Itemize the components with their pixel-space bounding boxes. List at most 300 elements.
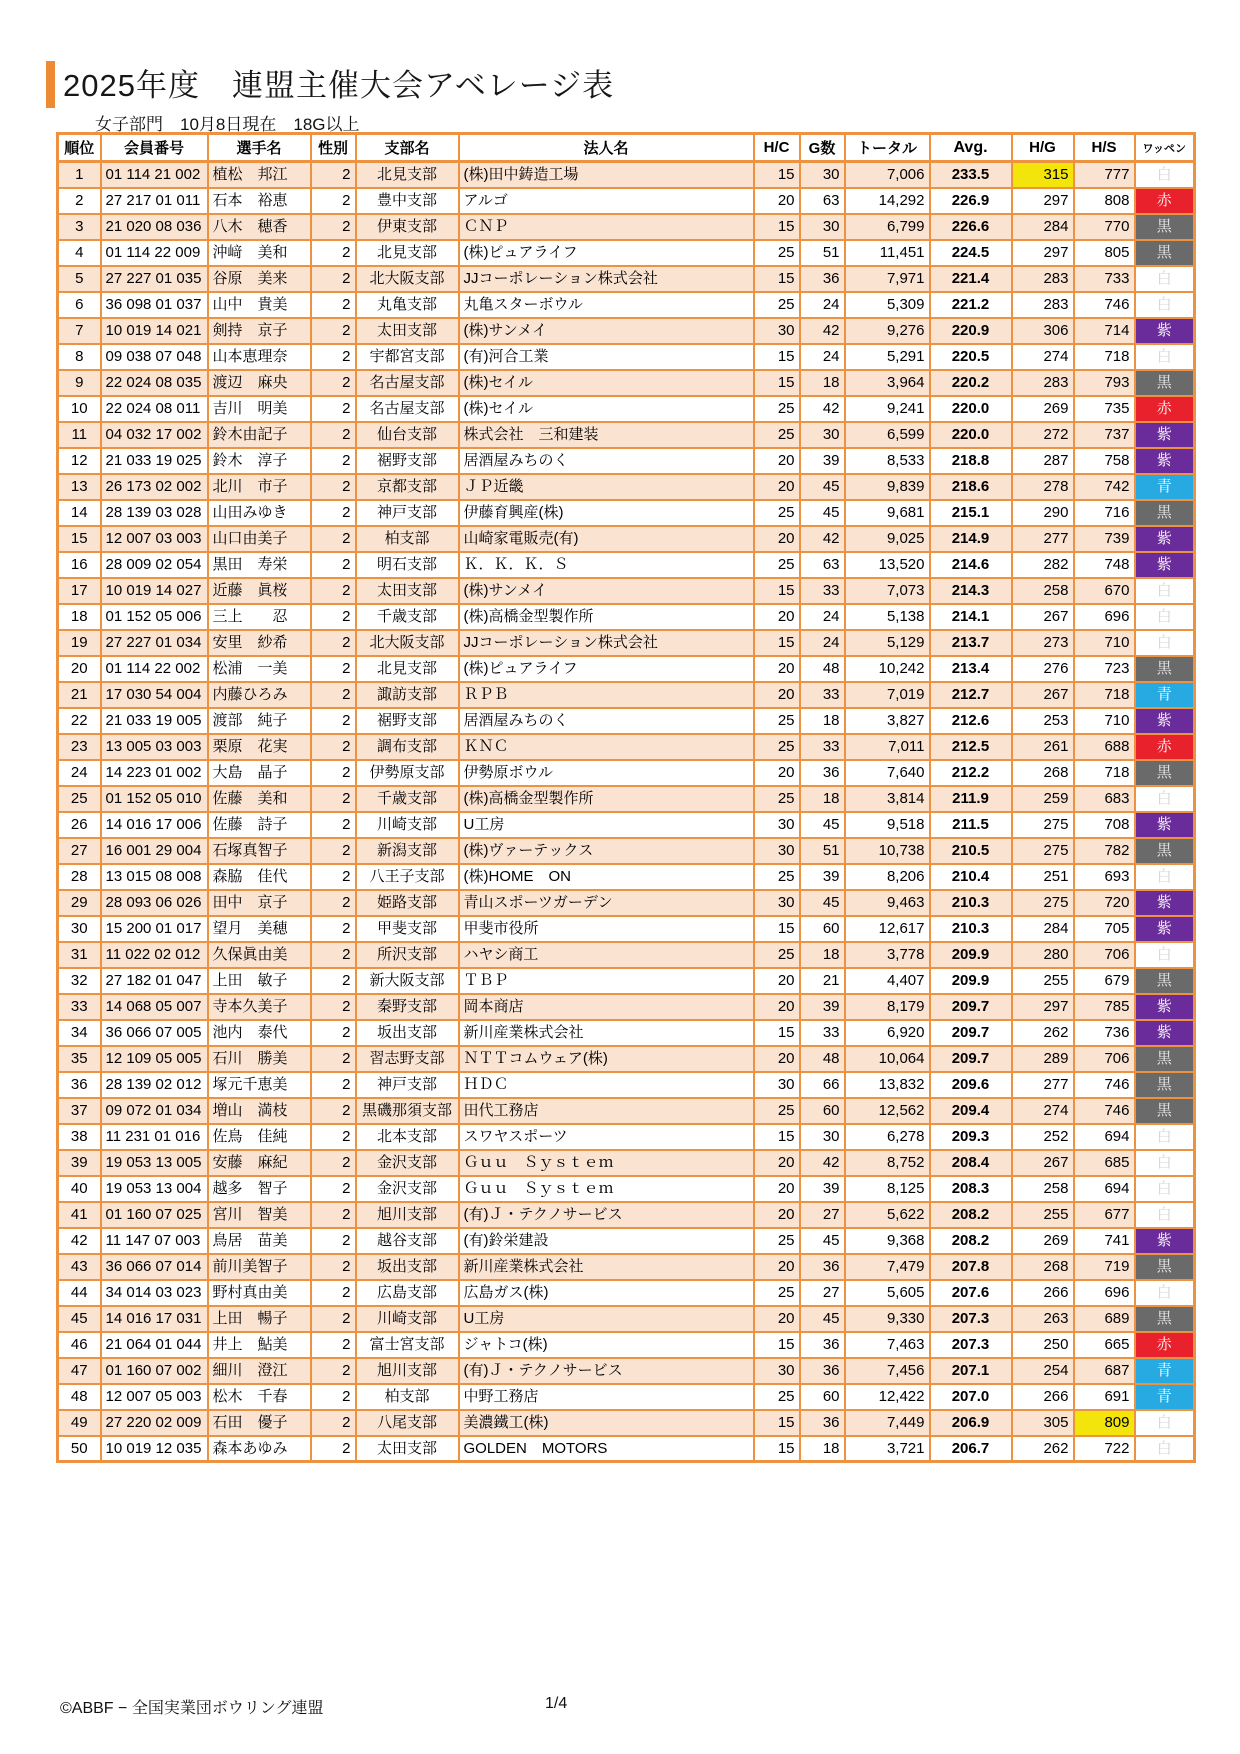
- cell-hg: 278: [1012, 474, 1074, 500]
- cell-hg: 274: [1012, 1098, 1074, 1124]
- cell-member: 22 024 08 035: [101, 370, 208, 396]
- cell-total: 3,778: [845, 942, 930, 968]
- cell-g: 21: [800, 968, 845, 994]
- cell-hc: 25: [754, 396, 800, 422]
- cell-hc: 20: [754, 968, 800, 994]
- cell-hs: 809: [1074, 1410, 1135, 1436]
- cell-avg: 207.3: [930, 1332, 1012, 1358]
- cell-sex: 2: [311, 500, 356, 526]
- cell-hs: 735: [1074, 396, 1135, 422]
- cell-avg: 209.6: [930, 1072, 1012, 1098]
- cell-g: 33: [800, 734, 845, 760]
- cell-hc: 25: [754, 708, 800, 734]
- cell-hc: 25: [754, 552, 800, 578]
- cell-company: (株)サンメイ: [459, 318, 754, 344]
- cell-company: (株)セイル: [459, 396, 754, 422]
- cell-branch: 北大阪支部: [356, 630, 459, 656]
- cell-hs: 785: [1074, 994, 1135, 1020]
- cell-name: 三上 忍: [208, 604, 311, 630]
- cell-g: 18: [800, 786, 845, 812]
- cell-member: 16 001 29 004: [101, 838, 208, 864]
- cell-rank: 42: [58, 1228, 101, 1254]
- cell-hg: 263: [1012, 1306, 1074, 1332]
- cell-member: 21 033 19 025: [101, 448, 208, 474]
- cell-member: 01 114 21 002: [101, 162, 208, 188]
- cell-hc: 15: [754, 266, 800, 292]
- cell-company: Ｇｕｕ Ｓｙｓｔｅｍ: [459, 1176, 754, 1202]
- cell-rank: 6: [58, 292, 101, 318]
- cell-rank: 29: [58, 890, 101, 916]
- cell-rank: 17: [58, 578, 101, 604]
- cell-hs: 770: [1074, 214, 1135, 240]
- average-table-wrap: [56, 132, 1196, 1463]
- cell-g: 30: [800, 162, 845, 188]
- cell-total: 12,617: [845, 916, 930, 942]
- cell-branch: 神戸支部: [356, 500, 459, 526]
- table-row: [58, 916, 1195, 942]
- cell-sex: 2: [311, 266, 356, 292]
- cell-sex: 2: [311, 552, 356, 578]
- cell-g: 45: [800, 500, 845, 526]
- cell-total: 8,125: [845, 1176, 930, 1202]
- cell-branch: 所沢支部: [356, 942, 459, 968]
- cell-badge: 白: [1135, 864, 1195, 890]
- footer-copyright: ©ABBF − 全国実業団ボウリング連盟: [60, 1700, 324, 1717]
- cell-hs: 737: [1074, 422, 1135, 448]
- cell-badge: 赤: [1135, 396, 1195, 422]
- table-row: [58, 474, 1195, 500]
- cell-rank: 31: [58, 942, 101, 968]
- column-header-badge: ワッペン: [1135, 134, 1195, 162]
- cell-sex: 2: [311, 968, 356, 994]
- cell-avg: 212.7: [930, 682, 1012, 708]
- cell-hc: 20: [754, 994, 800, 1020]
- cell-total: 7,073: [845, 578, 930, 604]
- cell-branch: 坂出支部: [356, 1020, 459, 1046]
- cell-total: 9,463: [845, 890, 930, 916]
- cell-g: 51: [800, 838, 845, 864]
- cell-badge: 紫: [1135, 526, 1195, 552]
- cell-hg: 282: [1012, 552, 1074, 578]
- cell-branch: 川崎支部: [356, 1306, 459, 1332]
- cell-avg: 214.3: [930, 578, 1012, 604]
- cell-hs: 723: [1074, 656, 1135, 682]
- table-row: [58, 656, 1195, 682]
- cell-g: 45: [800, 474, 845, 500]
- cell-hs: 708: [1074, 812, 1135, 838]
- cell-branch: 坂出支部: [356, 1254, 459, 1280]
- cell-hs: 688: [1074, 734, 1135, 760]
- cell-sex: 2: [311, 1332, 356, 1358]
- table-row: [58, 1098, 1195, 1124]
- cell-company: 山崎家電販売(有): [459, 526, 754, 552]
- cell-g: 60: [800, 1384, 845, 1410]
- cell-company: 新川産業株式会社: [459, 1020, 754, 1046]
- cell-member: 27 227 01 035: [101, 266, 208, 292]
- cell-badge: 白: [1135, 1436, 1195, 1462]
- cell-member: 13 005 03 003: [101, 734, 208, 760]
- table-row: [58, 1306, 1195, 1332]
- table-row: [58, 1410, 1195, 1436]
- cell-branch: 諏訪支部: [356, 682, 459, 708]
- cell-hg: 276: [1012, 656, 1074, 682]
- table-row: [58, 162, 1195, 188]
- cell-name: 吉川 明美: [208, 396, 311, 422]
- table-row: [58, 1150, 1195, 1176]
- cell-branch: 柏支部: [356, 1384, 459, 1410]
- cell-avg: 209.7: [930, 1020, 1012, 1046]
- cell-hg: 277: [1012, 526, 1074, 552]
- table-row: [58, 448, 1195, 474]
- cell-hg: 305: [1012, 1410, 1074, 1436]
- table-body: [58, 162, 1195, 1462]
- cell-total: 3,814: [845, 786, 930, 812]
- cell-company: 居酒屋みちのく: [459, 448, 754, 474]
- cell-rank: 27: [58, 838, 101, 864]
- cell-hc: 25: [754, 734, 800, 760]
- cell-name: 鈴木由記子: [208, 422, 311, 448]
- cell-hc: 15: [754, 162, 800, 188]
- cell-hs: 748: [1074, 552, 1135, 578]
- cell-avg: 226.6: [930, 214, 1012, 240]
- cell-hs: 694: [1074, 1176, 1135, 1202]
- cell-hs: 696: [1074, 1280, 1135, 1306]
- cell-hg: 261: [1012, 734, 1074, 760]
- cell-avg: 209.9: [930, 968, 1012, 994]
- cell-name: 北川 市子: [208, 474, 311, 500]
- cell-name: 寺本久美子: [208, 994, 311, 1020]
- cell-name: 鈴木 淳子: [208, 448, 311, 474]
- cell-total: 10,064: [845, 1046, 930, 1072]
- cell-hc: 25: [754, 786, 800, 812]
- cell-hs: 746: [1074, 292, 1135, 318]
- cell-total: 7,449: [845, 1410, 930, 1436]
- cell-member: 10 019 12 035: [101, 1436, 208, 1462]
- cell-member: 21 033 19 005: [101, 708, 208, 734]
- cell-member: 36 066 07 005: [101, 1020, 208, 1046]
- cell-rank: 35: [58, 1046, 101, 1072]
- table-row: [58, 370, 1195, 396]
- cell-total: 6,599: [845, 422, 930, 448]
- cell-rank: 2: [58, 188, 101, 214]
- cell-hs: 677: [1074, 1202, 1135, 1228]
- cell-badge: 黒: [1135, 838, 1195, 864]
- cell-g: 36: [800, 1410, 845, 1436]
- cell-rank: 38: [58, 1124, 101, 1150]
- cell-hg: 250: [1012, 1332, 1074, 1358]
- table-row: [58, 1046, 1195, 1072]
- cell-avg: 210.4: [930, 864, 1012, 890]
- cell-avg: 226.9: [930, 188, 1012, 214]
- cell-sex: 2: [311, 890, 356, 916]
- cell-branch: 北見支部: [356, 656, 459, 682]
- cell-hc: 25: [754, 1228, 800, 1254]
- cell-sex: 2: [311, 1410, 356, 1436]
- cell-sex: 2: [311, 1046, 356, 1072]
- table-row: [58, 1202, 1195, 1228]
- cell-badge: 白: [1135, 292, 1195, 318]
- cell-branch: 金沢支部: [356, 1150, 459, 1176]
- cell-branch: 太田支部: [356, 1436, 459, 1462]
- cell-company: (株)ヴァーテックス: [459, 838, 754, 864]
- cell-sex: 2: [311, 526, 356, 552]
- cell-hg: 284: [1012, 916, 1074, 942]
- cell-hg: 274: [1012, 344, 1074, 370]
- cell-total: 4,407: [845, 968, 930, 994]
- cell-avg: 212.5: [930, 734, 1012, 760]
- cell-hg: 255: [1012, 968, 1074, 994]
- cell-rank: 47: [58, 1358, 101, 1384]
- cell-name: 黒田 寿栄: [208, 552, 311, 578]
- cell-hc: 30: [754, 1072, 800, 1098]
- cell-total: 8,533: [845, 448, 930, 474]
- cell-name: 森本あゆみ: [208, 1436, 311, 1462]
- cell-branch: 北本支部: [356, 1124, 459, 1150]
- cell-sex: 2: [311, 942, 356, 968]
- cell-name: 石塚真智子: [208, 838, 311, 864]
- cell-avg: 210.3: [930, 890, 1012, 916]
- cell-sex: 2: [311, 656, 356, 682]
- cell-badge: 白: [1135, 344, 1195, 370]
- cell-badge: 黒: [1135, 656, 1195, 682]
- cell-total: 6,278: [845, 1124, 930, 1150]
- cell-hs: 719: [1074, 1254, 1135, 1280]
- cell-member: 21 020 08 036: [101, 214, 208, 240]
- cell-hc: 20: [754, 604, 800, 630]
- cell-avg: 220.0: [930, 422, 1012, 448]
- cell-rank: 19: [58, 630, 101, 656]
- cell-rank: 49: [58, 1410, 101, 1436]
- cell-badge: 紫: [1135, 318, 1195, 344]
- table-row: [58, 422, 1195, 448]
- cell-hc: 20: [754, 760, 800, 786]
- cell-member: 11 022 02 012: [101, 942, 208, 968]
- cell-badge: 黒: [1135, 1072, 1195, 1098]
- cell-hs: 693: [1074, 864, 1135, 890]
- cell-company: (株)セイル: [459, 370, 754, 396]
- cell-name: 内藤ひろみ: [208, 682, 311, 708]
- cell-total: 13,520: [845, 552, 930, 578]
- cell-hc: 20: [754, 656, 800, 682]
- cell-name: 谷原 美来: [208, 266, 311, 292]
- cell-branch: 八王子支部: [356, 864, 459, 890]
- cell-g: 45: [800, 1306, 845, 1332]
- cell-branch: 伊東支部: [356, 214, 459, 240]
- cell-company: ＪＰ近畿: [459, 474, 754, 500]
- average-table: [56, 132, 1196, 1463]
- cell-avg: 206.9: [930, 1410, 1012, 1436]
- cell-sex: 2: [311, 1358, 356, 1384]
- cell-branch: 太田支部: [356, 578, 459, 604]
- cell-name: 田中 京子: [208, 890, 311, 916]
- table-row: [58, 1358, 1195, 1384]
- cell-hs: 808: [1074, 188, 1135, 214]
- cell-total: 7,971: [845, 266, 930, 292]
- cell-company: (株)HOME ON: [459, 864, 754, 890]
- cell-sex: 2: [311, 162, 356, 188]
- cell-hg: 267: [1012, 604, 1074, 630]
- cell-branch: 名古屋支部: [356, 370, 459, 396]
- cell-branch: 丸亀支部: [356, 292, 459, 318]
- page-subtitle: 女子部門 10月8日現在 18G以上: [95, 115, 360, 134]
- cell-sex: 2: [311, 214, 356, 240]
- table-row: [58, 344, 1195, 370]
- cell-branch: 黒磯那須支部: [356, 1098, 459, 1124]
- cell-g: 36: [800, 1254, 845, 1280]
- cell-g: 27: [800, 1280, 845, 1306]
- cell-rank: 10: [58, 396, 101, 422]
- cell-hc: 20: [754, 1046, 800, 1072]
- cell-hc: 25: [754, 292, 800, 318]
- cell-total: 3,964: [845, 370, 930, 396]
- cell-hc: 15: [754, 1436, 800, 1462]
- cell-sex: 2: [311, 786, 356, 812]
- cell-hg: 283: [1012, 292, 1074, 318]
- cell-member: 27 217 01 011: [101, 188, 208, 214]
- cell-member: 28 139 03 028: [101, 500, 208, 526]
- cell-avg: 209.3: [930, 1124, 1012, 1150]
- table-row: [58, 396, 1195, 422]
- cell-hs: 746: [1074, 1072, 1135, 1098]
- cell-company: 甲斐市役所: [459, 916, 754, 942]
- cell-member: 17 030 54 004: [101, 682, 208, 708]
- column-header-g: G数: [800, 134, 845, 162]
- cell-rank: 4: [58, 240, 101, 266]
- cell-badge: 白: [1135, 162, 1195, 188]
- cell-badge: 白: [1135, 604, 1195, 630]
- cell-hc: 20: [754, 448, 800, 474]
- cell-total: 6,920: [845, 1020, 930, 1046]
- cell-hs: 710: [1074, 708, 1135, 734]
- cell-branch: 明石支部: [356, 552, 459, 578]
- cell-rank: 39: [58, 1150, 101, 1176]
- cell-avg: 209.9: [930, 942, 1012, 968]
- cell-hg: 266: [1012, 1384, 1074, 1410]
- cell-total: 8,752: [845, 1150, 930, 1176]
- cell-g: 27: [800, 1202, 845, 1228]
- cell-sex: 2: [311, 1150, 356, 1176]
- cell-total: 5,605: [845, 1280, 930, 1306]
- cell-hc: 25: [754, 240, 800, 266]
- cell-avg: 209.7: [930, 994, 1012, 1020]
- cell-branch: 甲斐支部: [356, 916, 459, 942]
- cell-total: 7,479: [845, 1254, 930, 1280]
- cell-g: 42: [800, 318, 845, 344]
- cell-hg: 277: [1012, 1072, 1074, 1098]
- table-row: [58, 188, 1195, 214]
- cell-badge: 白: [1135, 1176, 1195, 1202]
- cell-sex: 2: [311, 812, 356, 838]
- cell-member: 28 093 06 026: [101, 890, 208, 916]
- cell-badge: 紫: [1135, 1228, 1195, 1254]
- cell-hc: 25: [754, 942, 800, 968]
- cell-rank: 15: [58, 526, 101, 552]
- cell-hc: 25: [754, 1384, 800, 1410]
- table-row: [58, 1072, 1195, 1098]
- cell-member: 11 147 07 003: [101, 1228, 208, 1254]
- cell-name: 野村真由美: [208, 1280, 311, 1306]
- cell-badge: 青: [1135, 1358, 1195, 1384]
- cell-rank: 3: [58, 214, 101, 240]
- cell-member: 01 160 07 025: [101, 1202, 208, 1228]
- table-row: [58, 682, 1195, 708]
- cell-company: U工房: [459, 1306, 754, 1332]
- cell-name: 山田みゆき: [208, 500, 311, 526]
- cell-hc: 15: [754, 916, 800, 942]
- cell-member: 11 231 01 016: [101, 1124, 208, 1150]
- cell-name: 前川美智子: [208, 1254, 311, 1280]
- cell-hg: 289: [1012, 1046, 1074, 1072]
- cell-hc: 25: [754, 422, 800, 448]
- cell-rank: 40: [58, 1176, 101, 1202]
- cell-sex: 2: [311, 578, 356, 604]
- cell-badge: 紫: [1135, 1020, 1195, 1046]
- cell-hc: 20: [754, 1306, 800, 1332]
- cell-badge: 紫: [1135, 812, 1195, 838]
- cell-sex: 2: [311, 1124, 356, 1150]
- cell-avg: 233.5: [930, 162, 1012, 188]
- cell-company: 青山スポーツガーデン: [459, 890, 754, 916]
- cell-avg: 206.7: [930, 1436, 1012, 1462]
- cell-total: 13,832: [845, 1072, 930, 1098]
- cell-rank: 46: [58, 1332, 101, 1358]
- cell-branch: 調布支部: [356, 734, 459, 760]
- cell-branch: 宇都宮支部: [356, 344, 459, 370]
- cell-hg: 267: [1012, 682, 1074, 708]
- cell-name: 宮川 智美: [208, 1202, 311, 1228]
- cell-badge: 黒: [1135, 500, 1195, 526]
- cell-hc: 15: [754, 578, 800, 604]
- cell-hc: 20: [754, 1150, 800, 1176]
- cell-branch: 金沢支部: [356, 1176, 459, 1202]
- cell-hg: 252: [1012, 1124, 1074, 1150]
- cell-member: 15 200 01 017: [101, 916, 208, 942]
- cell-sex: 2: [311, 1436, 356, 1462]
- cell-avg: 215.1: [930, 500, 1012, 526]
- cell-sex: 2: [311, 422, 356, 448]
- cell-branch: 千歳支部: [356, 604, 459, 630]
- cell-hc: 15: [754, 370, 800, 396]
- cell-name: 安里 紗希: [208, 630, 311, 656]
- cell-member: 26 173 02 002: [101, 474, 208, 500]
- cell-badge: 青: [1135, 682, 1195, 708]
- cell-company: ＫＮＣ: [459, 734, 754, 760]
- cell-g: 33: [800, 682, 845, 708]
- cell-hc: 25: [754, 500, 800, 526]
- cell-total: 5,129: [845, 630, 930, 656]
- cell-badge: 赤: [1135, 188, 1195, 214]
- column-header-hg: H/G: [1012, 134, 1074, 162]
- cell-avg: 220.2: [930, 370, 1012, 396]
- cell-sex: 2: [311, 318, 356, 344]
- cell-company: 居酒屋みちのく: [459, 708, 754, 734]
- cell-member: 12 109 05 005: [101, 1046, 208, 1072]
- table-row: [58, 552, 1195, 578]
- cell-branch: 豊中支部: [356, 188, 459, 214]
- cell-company: U工房: [459, 812, 754, 838]
- cell-avg: 208.4: [930, 1150, 1012, 1176]
- cell-avg: 207.8: [930, 1254, 1012, 1280]
- cell-hs: 714: [1074, 318, 1135, 344]
- cell-name: 池内 泰代: [208, 1020, 311, 1046]
- cell-hs: 782: [1074, 838, 1135, 864]
- cell-name: 植松 邦江: [208, 162, 311, 188]
- cell-avg: 214.6: [930, 552, 1012, 578]
- cell-badge: 黒: [1135, 1046, 1195, 1072]
- cell-hg: 268: [1012, 760, 1074, 786]
- cell-company: ＮＴＴコムウェア(株): [459, 1046, 754, 1072]
- cell-branch: 川崎支部: [356, 812, 459, 838]
